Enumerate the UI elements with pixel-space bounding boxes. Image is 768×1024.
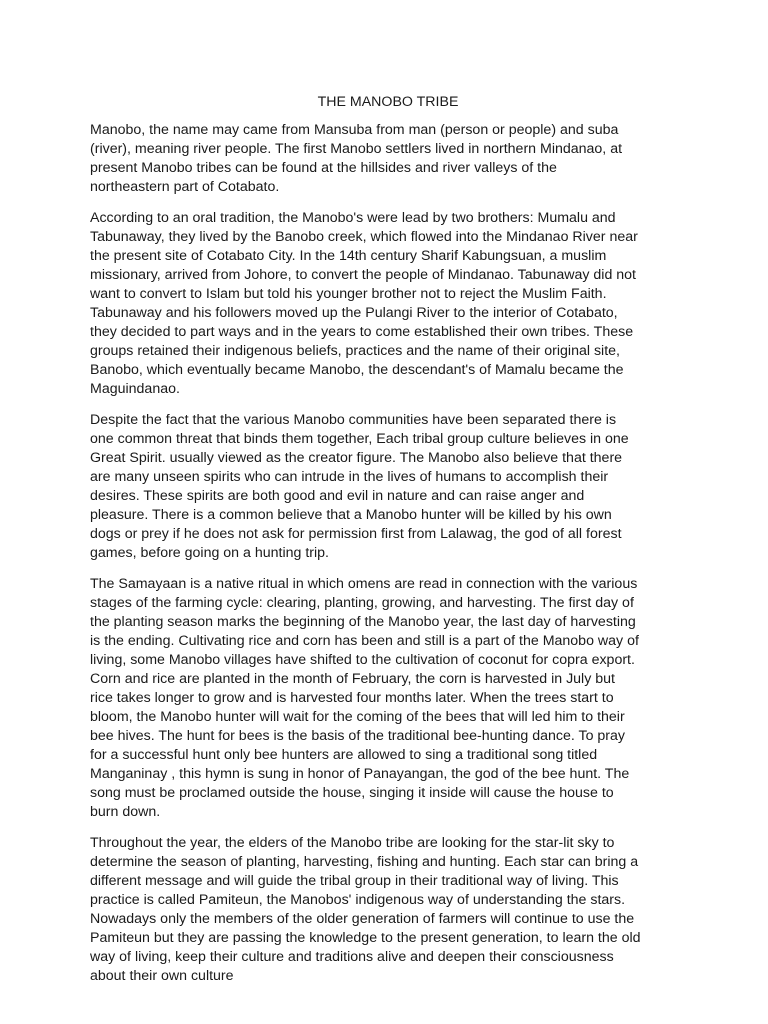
paragraph-samayaan: The Samayaan is a native ritual in which omens are read in connection with the various stages of the farming cycle: clearing, planting, growing, and harvesting. The first day of the planting season marks the beginning of the Manobo year, the last day of harvesting is the ending. Cultivating rice and corn has been and still is a part of the Manobo way of living, some Manobo villages have shifted to the cultivation of coconut for copra export. Corn and rice are planted in the month of February, the corn is harvested in July but rice takes longer to grow and is harvested four months later. When the trees start to bloom, the Manobo hunter will wait for the coming of the bees that will led him to their bee hives. The hunt for bees is the basis of the traditional bee-hunting dance. To pray for a successful hunt only bee hunters are allowed to sing a traditional song titled Manganinay , this hymn is sung in honor of Panayangan, the god of the bee hunt. The song must be proclamed outside the house, singing it inside will cause the house to burn down. [90,576,639,820]
document-title: THE MANOBO TRIBE [317,94,459,110]
paragraph-oral-tradition: According to an oral tradition, the Manobo's were lead by two brothers: Mumalu and Tabunaway, they lived by the Banobo creek, which flowed into the Mindanao River near the present site of Cotabato City. In the 14th century Sharif Kabungsuan, a muslim missionary, arrived from Johore, to convert the people of Mindanao. Tabunaway did not want to convert to Islam but told his younger brother not to reject the Muslim Faith. Tabunaway and his followers moved up the Pulangi River to the interior of Cotabato, they decided to part ways and in the years to come established their own tribes. These groups retained their indigenous beliefs, practices and the name of their original site, Banobo, which eventually became Manobo, the descendant's of Mamalu became the Maguindanao. [90,210,638,397]
paragraph-beliefs: Despite the fact that the various Manobo communities have been separated there is one common threat that binds them together, Each tribal group culture believes in one Great Spirit. usually viewed as the creator figure. The Manobo also believe that there are many unseen spirits who can intrude in the lives of humans to accomplish their desires. These spirits are both good and evil in nature and can raise anger and pleasure. There is a common believe that a Manobo hunter will be killed by his own dogs or prey if he does not ask for permission first from Lalawag, the god of all forest games, before going on a hunting trip. [90,412,629,561]
document-page [90,93,686,998]
paragraph-pamiteun: Throughout the year, the elders of the Manobo tribe are looking for the star-lit sky to determine the season of planting, harvesting, fishing and hunting. Each star can bring a different message and will guide the tribal group in their traditional way of living. This practice is called Pamiteun, the Manobos' indigenous way of understanding the stars. Nowadays only the members of the older generation of farmers will continue to use the Pamiteun but they are passing the knowledge to the present generation, to learn the old way of living, keep their culture and traditions alive and deepen their consciousness about their own culture [90,835,641,984]
paragraph-etymology: Manobo, the name may came from Mansuba from man (person or people) and suba (river), meaning river people. The first Manobo settlers lived in northern Mindanao, at present Manobo tribes can be found at the hillsides and river valleys of the northeastern part of Cotabato. [90,122,623,195]
